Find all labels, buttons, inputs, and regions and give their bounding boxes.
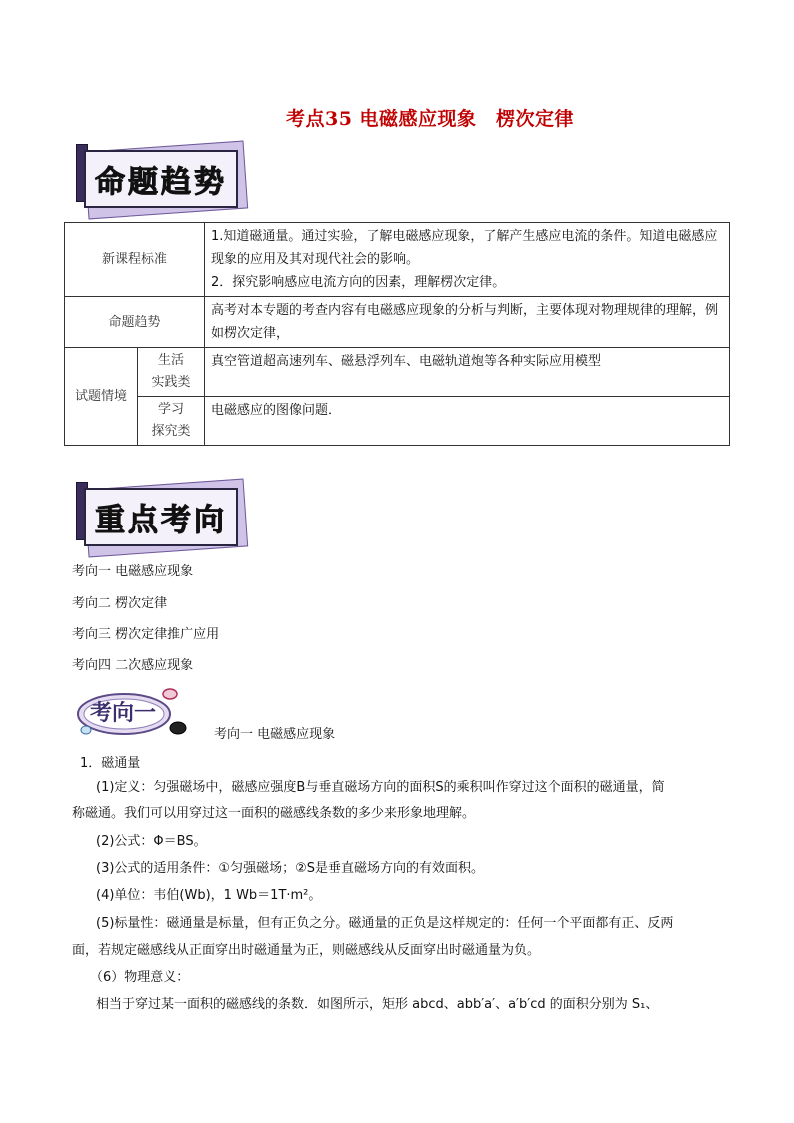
subsection-heading: 1．磁通量 [80,756,141,771]
table-row [65,397,730,446]
banner-focus-label: 重点考向 [95,503,227,538]
body-paragraph: (4)单位：韦伯(Wb)，1 Wb＝1T·m²。 [96,888,322,903]
badge-label: 考向一 [90,700,157,726]
body-paragraph: 面，若规定磁感线从正面穿出时磁通量为正，则磁感线从反面穿出时磁通量为负。 [72,943,541,958]
sub-head-study-a: 学习 [157,402,184,417]
banner-trend [74,142,254,218]
body-paragraph: (3)公式的适用条件：①匀强磁场；②S是垂直磁场方向的有效面积。 [96,861,484,876]
standard-line-1: 1.知道磁通量。通过实验，了解电磁感应现象，了解产生感应电流的条件。知道电磁感应现象的应用及其对现代社会的影响。 [211,229,718,267]
sub-head-life-a: 生活 [157,353,184,368]
row-cell-life: 真空管道超高速列车、磁悬浮列车、电磁轨道炮等各种实际应用模型 [205,348,730,397]
standard-line-2: 2．探究影响感应电流方向的因素，理解楞次定律。 [211,275,506,290]
body-paragraph: (5)标量性：磁通量是标量，但有正负之分。磁通量的正负是这样规定的：任何一个平面都有正、反两 [96,916,674,931]
row-cell-study: 电磁感应的图像问题． [205,397,730,446]
banner-trend-label: 命题趋势 [95,165,227,200]
row-head-trend: 命题趋势 [65,297,205,348]
table-row [65,348,730,397]
sub-head-life-b: 实践类 [151,375,191,390]
trend-table [64,222,730,446]
sub-head-study-b: 探究类 [151,424,191,439]
section-badge [74,684,204,744]
body-paragraph: (1)定义：匀强磁场中，磁感应强度B与垂直磁场方向的面积S的乘积叫作穿过这个面积的磁通量，简 [96,780,665,795]
sub-head-study [138,397,205,446]
row-cell-standard [205,223,730,297]
section-heading: 考向一 电磁感应现象 [214,727,336,742]
sub-head-life [138,348,205,397]
row-cell-trend: 高考对本专题的考查内容有电磁感应现象的分析与判断，主要体现对物理规律的理解，例如楞次定律， [205,297,730,348]
body-paragraph: (2)公式：Φ＝BS。 [96,834,207,849]
body-paragraph: （6）物理意义： [90,970,190,985]
table-row [65,223,730,297]
table-row [65,297,730,348]
direction-item: 考向二 楞次定律 [72,596,168,611]
body-paragraph: 相当于穿过某一面积的磁感线的条数．如图所示，矩形 abcd、abb′a′、a′b′cd 的面积分别为 S₁、 [96,997,659,1012]
row-head-scenario: 试题情境 [65,348,138,446]
body-paragraph: 称磁通。我们可以用穿过这一面积的磁感线条数的多少来形象地理解。 [72,806,476,821]
row-head-standard: 新课程标准 [65,223,205,297]
page-title: 考点35 电磁感应现象 楞次定律 [285,108,575,130]
direction-item: 考向一 电磁感应现象 [72,564,194,579]
direction-item: 考向四 二次感应现象 [72,658,194,673]
banner-focus [74,480,254,556]
direction-item: 考向三 楞次定律推广应用 [72,627,220,642]
